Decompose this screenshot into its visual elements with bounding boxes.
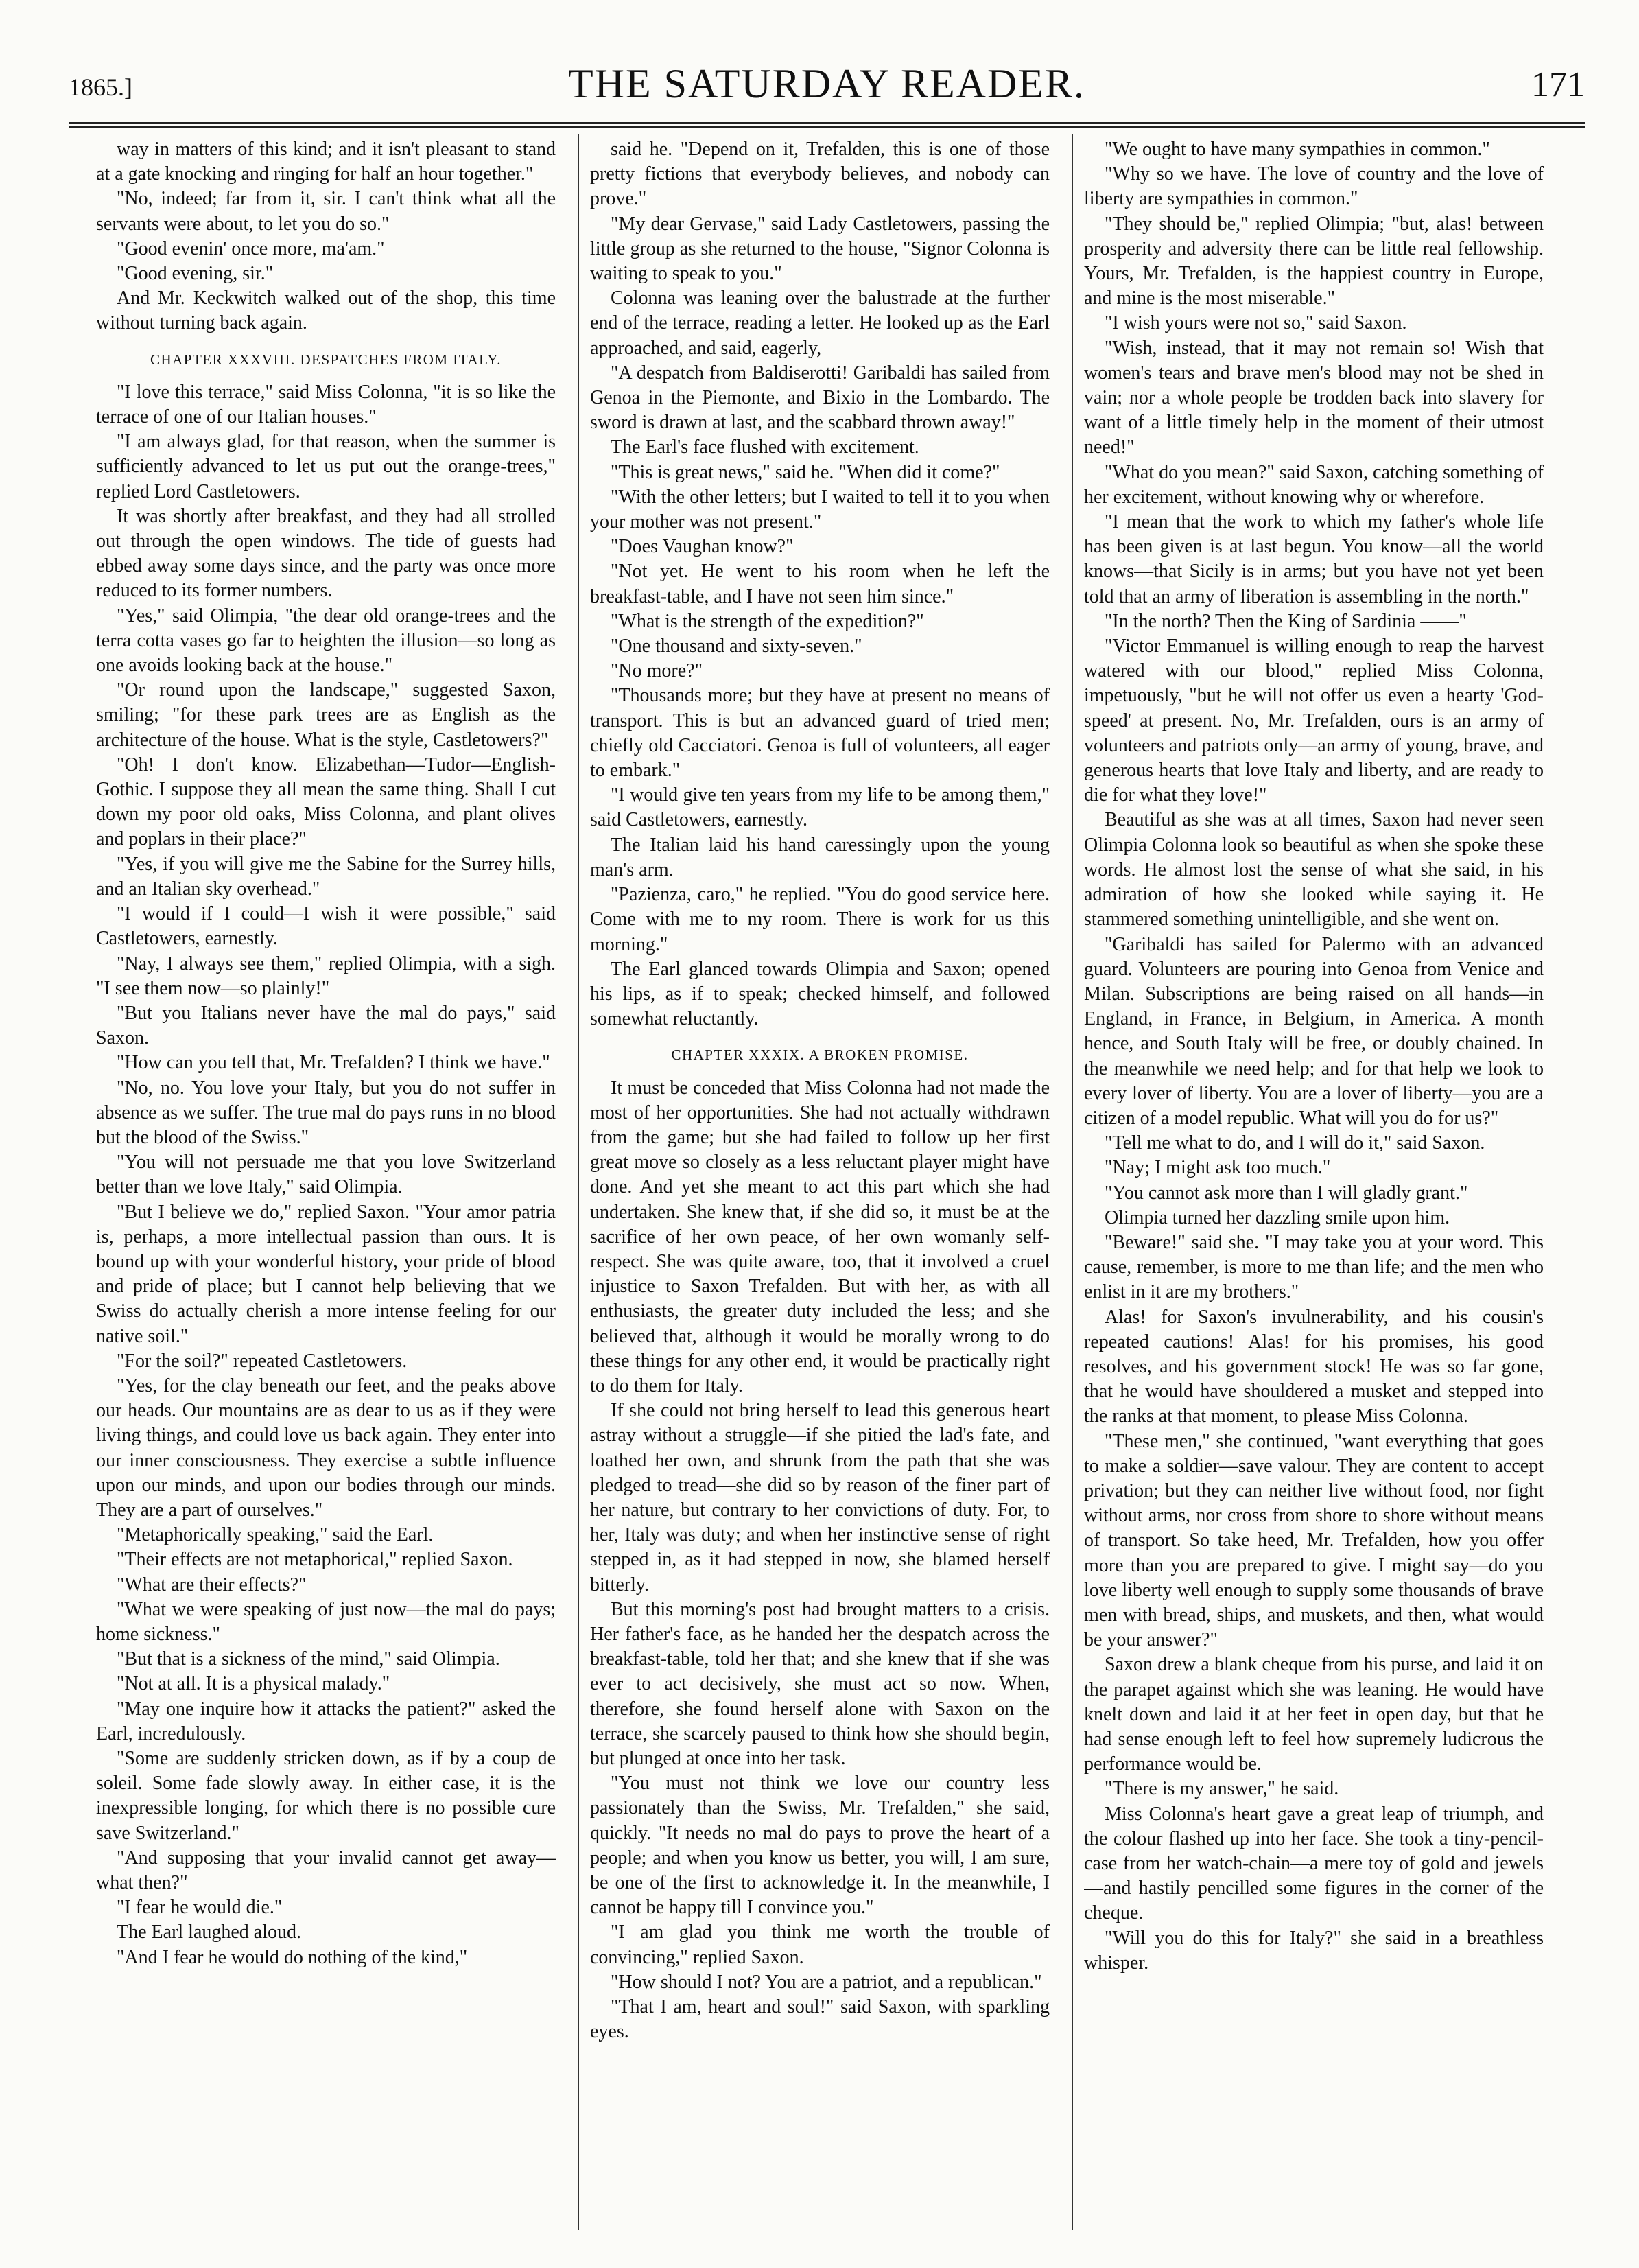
paragraph: The Earl's face flushed with excitement.: [611, 436, 919, 458]
paragraph: "I wish yours were not so," said Saxon.: [1105, 312, 1407, 334]
paragraph: "Metaphorically speaking," said the Earl.: [117, 1524, 434, 1546]
paragraph: "In the north? Then the King of Sardinia ——": [1105, 610, 1467, 632]
paragraph: "My dear Gervase," said Lady Castletowers, passing the little group as she returned to the house, "Signor Colonna is waiting to speak to you.": [590, 213, 1050, 285]
masthead: [69, 60, 1585, 115]
paragraph: And Mr. Keckwitch walked out of the shop, this time without turning back again.: [96, 288, 556, 334]
paragraph: "Does Vaughan know?": [611, 536, 794, 558]
paragraph: "They should be," replied Olimpia; "but, alas! between prosperity and adversity there can be little real fellowship. Yours, Mr. Trefalden, is the happiest country in Europe, and mine is the most miserable.": [1084, 213, 1544, 309]
paragraph: "One thousand and sixty-seven.": [611, 635, 862, 657]
paragraph: "Thousands more; but they have at present no means of transport. This is but an advanced guard of tried men; chiefly old Cacciatori. Genoa is full of volunteers, all eager to embark.": [590, 685, 1050, 782]
paragraph: "Not at all. It is a physical malady.": [117, 1673, 390, 1695]
paragraph: The Earl glanced towards Olimpia and Saxon; opened his lips, as if to speak; checked himself, and followed somewhat reluctantly.: [590, 958, 1050, 1030]
column-divider: [1072, 134, 1073, 2230]
paragraph: "These men," she continued, "want everything that goes to make a soldier—save valour. They are content to accept privation; but they can neither live without food, nor fight without arms, nor cross from shore to shore without means of transport. So take heed, Mr. Trefalden, how you offer more than you are prepared to give. I might say—do you love liberty well enough to supply some thousands of brave men with bread, ships, and muskets, and then, what would be your answer?": [1084, 1430, 1544, 1651]
paragraph: Miss Colonna's heart gave a great leap of triumph, and the colour flashed up into her face. She took a tiny-pencil-case from her watch-chain—a mere toy of gold and jewels—and hastily pencilled some figures in the corner of the cheque.: [1084, 1803, 1544, 1924]
paragraph: "You cannot ask more than I will gladly grant.": [1105, 1182, 1468, 1204]
paragraph: "But you Italians never have the mal do pays," said Saxon.: [96, 1002, 556, 1049]
paragraph: "What we were speaking of just now—the mal do pays; home sickness.": [96, 1598, 556, 1645]
paragraph: "I love this terrace," said Miss Colonna, "it is so like the terrace of one of our Italian houses.": [96, 381, 556, 428]
paragraph: "Good evenin' once more, ma'am.": [117, 237, 385, 259]
paragraph: Beautiful as she was at all times, Saxon had never seen Olimpia Colonna look so beautiful as when she spoke these words. He almost lost the sense of what she said, in his admiration of how she looked while saying it. He stammered something unintelligible, and she went on.: [1084, 809, 1544, 931]
chapter-heading: CHAPTER XXXVIII. DESPATCHES FROM ITALY.: [150, 351, 502, 368]
paragraph: "For the soil?" repeated Castletowers.: [117, 1350, 408, 1372]
header-rule: [69, 122, 1585, 124]
paragraph: "Garibaldi has sailed for Palermo with an advanced guard. Volunteers are pouring into Genoa from Venice and Milan. Subscriptions are being raised on all hands—in England, in France, in Belgium, in America. A month hence, and South Italy will be free, or doubly chained. In the meanwhile we need help; and for that help we look to every lover of liberty. You are a lover of liberty—you are a citizen of a model republic. What will you do for us?": [1084, 933, 1544, 1129]
paragraph: "I am always glad, for that reason, when the summer is sufficiently advanced to let us put out the orange-trees," replied Lord Castletowers.: [96, 431, 556, 502]
paragraph: "Wish, instead, that it may not remain so! Wish that women's tears and brave men's blood may not be shed in vain; nor a whole people be trodden back into slavery for want of a little timely help in the moment of their utmost need!": [1084, 337, 1544, 458]
paragraph: Olimpia turned her dazzling smile upon him.: [1105, 1206, 1450, 1228]
paragraph: "A despatch from Baldiserotti! Garibaldi has sailed from Genoa in the Piemonte, and Bixio in the Lombardo. The sword is drawn at last, and the scabbard thrown away!": [590, 362, 1050, 434]
paragraph: "That I am, heart and soul!" said Saxon, with sparkling eyes.: [590, 1996, 1050, 2043]
paragraph: "But I believe we do," replied Saxon. "Your amor patria is, perhaps, a more intellectual passion than ours. It is bound up with your wonderful history, your pride of blood and pride of place; but I cannot help believing that we Swiss do actually cherish a more intense feeling for our native soil.": [96, 1201, 556, 1347]
paragraph: "Nay, I always see them," replied Olimpia, with a sigh. "I see them now—so plainly!": [96, 952, 556, 999]
paragraph: "I fear he would die.": [117, 1897, 283, 1919]
paragraph: "I would give ten years from my life to be among them," said Castletowers, earnestly.: [590, 784, 1050, 831]
paragraph: "Victor Emmanuel is willing enough to reap the harvest watered with our blood," replied Miss Colonna, impetuously, "but he will not offer us even a hearty 'God-speed' at present. No, Mr. Trefalden, ours is an army of volunteers and patriots only—an army of young, brave, and generous hearts that love Italy and liberty, and are ready to die for what they love!": [1084, 635, 1544, 806]
paragraph: It was shortly after breakfast, and they had all strolled out through the open windows. The tide of guests had ebbed away some days since, and the party was once more reduced to its former numbers.: [96, 505, 556, 602]
paragraph: "Some are suddenly stricken down, as if by a coup de soleil. Some fade slowly away. In either case, it is the inexpressible longing, for which there is no possible cure save Switzerland.": [96, 1748, 556, 1844]
paragraph: "What are their effects?": [117, 1574, 307, 1595]
text-column-2: [590, 137, 1050, 2230]
text-column-1: [96, 137, 556, 2230]
paragraph: "Nay; I might ask too much.": [1105, 1157, 1331, 1179]
paragraph: "Or round upon the landscape," suggested Saxon, smiling; "for these park trees are as English as the architecture of the house. What is the style, Castletowers?": [96, 679, 556, 751]
paragraph: But this morning's post had brought matters to a crisis. Her father's face, as he handed her the despatch across the breakfast-table, told her that; and she knew that if she was ever to act decisively, she must act so now. When, therefore, she found herself alone with Saxon on the terrace, she scarcely paused to think how she should begin, but plunged at once into her task.: [590, 1598, 1050, 1769]
paragraph: "And I fear he would do nothing of the kind,": [117, 1946, 468, 1968]
paragraph: "What is the strength of the expedition?": [611, 610, 924, 632]
paragraph: "Yes, if you will give me the Sabine for the Surrey hills, and an Italian sky overhead.": [96, 853, 556, 900]
paragraph: "I would if I could—I wish it were possible," said Castletowers, earnestly.: [96, 903, 556, 950]
paragraph: said he. "Depend on it, Trefalden, this is one of those pretty fictions that everybody believes, and nobody can prove.": [590, 139, 1050, 210]
paragraph: "Not yet. He went to his room when he left the breakfast-table, and I have not seen him since.": [590, 561, 1050, 607]
paragraph: "Why so we have. The love of country and the love of liberty are sympathies in common.": [1084, 163, 1544, 210]
paragraph: way in matters of this kind; and it isn't pleasant to stand at a gate knocking and ringing for half an hour together.": [96, 139, 556, 185]
paragraph: If she could not bring herself to lead this generous heart astray without a struggle—if she pitied the lad's fate, and loathed her own, and shrunk from the path that she was pledged to tread—she did so by reason of the finer part of her nature, but contrary to her convictions of duty. For, to her, Italy was duty; and when her instinctive sense of right stepped in, as it had stepped in now, she blamed herself bitterly.: [590, 1400, 1050, 1595]
paragraph: "Beware!" said she. "I may take you at your word. This cause, remember, is more to me than life; and the men who enlist in it are my brothers.": [1084, 1231, 1544, 1303]
paragraph: "There is my answer," he said.: [1105, 1778, 1339, 1800]
paragraph: The Earl laughed aloud.: [117, 1921, 302, 1943]
paragraph: "You must not think we love our country less passionately than the Swiss, Mr. Trefalden," she said, quickly. "It needs no mal do pays to prove the heart of a people; and when you know us better, you will, I am sure, be one of the first to acknowledge it. In the meanwhile, I cannot be happy till I convince you.": [590, 1773, 1050, 1919]
paragraph: "I am glad you think me worth the trouble of convincing," replied Saxon.: [590, 1921, 1050, 1968]
paragraph: "What do you mean?" said Saxon, catching something of her excitement, without knowing why or wherefore.: [1084, 461, 1544, 508]
paragraph: "No, indeed; far from it, sir. I can't think what all the servants were about, to let you do so.": [96, 188, 556, 235]
paragraph: "I mean that the work to which my father's whole life has been given is at last begun. You know—all the world knows—that Sicily is in arms; but you have not yet been told that an army of liberation is assembling in the north.": [1084, 511, 1544, 607]
paragraph: It must be conceded that Miss Colonna had not made the most of her opportunities. She had not actually withdrawn from the game; but she had failed to follow up her first great move so closely as a less reluctant player might have done. And yet she meant to act this part which she had undertaken. She knew that, if she did so, it must be at the sacrifice of her own peace, of her own womanly self-respect. She was quite aware, too, that it involved a cruel injustice to Saxon Trefalden. But with her, as with all enthusiasts, the greater duty included the less; and she believed that, although it would be morally wrong to do these things for any other end, it would be practically right to do them for Italy.: [590, 1077, 1050, 1396]
issue-date: 1865.]: [69, 73, 132, 101]
paragraph: "We ought to have many sympathies in common.": [1105, 139, 1490, 160]
paragraph: "May one inquire how it attacks the patient?" asked the Earl, incredulously.: [96, 1698, 556, 1744]
paragraph: Saxon drew a blank cheque from his purse, and laid it on the parapet against which she was leaning. He would have knelt down and laid it at her feet in open day, but that he had sense enough left to feel how supremely ludicrous the performance would be.: [1084, 1654, 1544, 1775]
paragraph: "Their effects are not metaphorical," replied Saxon.: [117, 1549, 513, 1571]
paragraph: "Yes, for the clay beneath our feet, and the peaks above our heads. Our mountains are as dear to us as if they were living things, and could love us back again. They enter into our inner consciousness. They exercise a subtle influence upon our minds, and upon our bodies through our minds. They are a part of ourselves.": [96, 1375, 556, 1521]
paragraph: "Will you do this for Italy?" she said in a breathless whisper.: [1084, 1927, 1544, 1974]
paragraph: "Pazienza, caro," he replied. "You do good service here. Come with me to my room. There is work for us this morning.": [590, 884, 1050, 955]
paragraph: "With the other letters; but I waited to tell it to you when your mother was not present.": [590, 486, 1050, 533]
paragraph: "How can you tell that, Mr. Trefalden? I think we have.": [117, 1052, 550, 1074]
paragraph: "How should I not? You are a patriot, and a republican.": [611, 1971, 1042, 1993]
paragraph: The Italian laid his hand caressingly upon the young man's arm.: [590, 834, 1050, 880]
paragraph: "Tell me what to do, and I will do it," said Saxon.: [1105, 1132, 1485, 1154]
paragraph: "No, no. You love your Italy, but you do not suffer in absence as we suffer. The true mal do pays runs in no blood but the blood of the Swiss.": [96, 1077, 556, 1148]
column-divider: [578, 134, 579, 2230]
paragraph: "Oh! I don't know. Elizabethan—Tudor—English-Gothic. I suppose they all mean the same thing. Shall I cut down my poor old oaks, Miss Colonna, and plant olives and poplars in their place?": [96, 753, 556, 850]
paragraph: "This is great news," said he. "When did it come?": [611, 461, 1000, 483]
chapter-heading: CHAPTER XXXIX. A BROKEN PROMISE.: [671, 1047, 969, 1064]
publication-title: THE SATURDAY READER.: [568, 61, 1085, 106]
header-rule-thin: [69, 126, 1585, 128]
paragraph: "No more?": [611, 660, 703, 682]
paragraph: "Yes," said Olimpia, "the dear old orange-trees and the terra cotta vases go far to heighten the illusion—so long as one avoids looking back at the house.": [96, 605, 556, 677]
paragraph: Alas! for Saxon's invulnerability, and his cousin's repeated cautions! Alas! for his promises, his good resolves, and his government stock! He was so far gone, that he would have shouldered a musket and stepped into the ranks at that moment, to please Miss Colonna.: [1084, 1306, 1544, 1427]
paragraph: Colonna was leaning over the balustrade at the further end of the terrace, reading a letter. He looked up as the Earl approached, and said, eagerly,: [590, 288, 1050, 359]
paragraph: "You will not persuade me that you love Switzerland better than we love Italy," said Olimpia.: [96, 1151, 556, 1198]
paragraph: "Good evening, sir.": [117, 263, 274, 285]
page-number: 171: [1531, 65, 1585, 104]
text-column-3: [1084, 137, 1544, 2230]
paragraph: "And supposing that your invalid cannot get away—what then?": [96, 1847, 556, 1894]
paragraph: "But that is a sickness of the mind," said Olimpia.: [117, 1648, 500, 1670]
